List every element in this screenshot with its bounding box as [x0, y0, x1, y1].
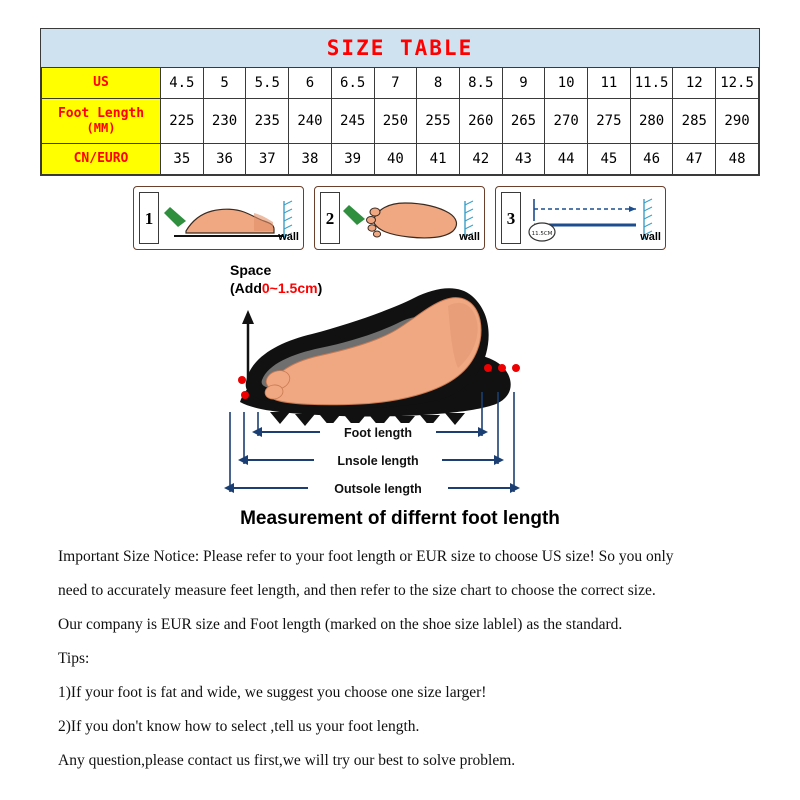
- space-range-text: 0~1.5cm: [261, 279, 318, 296]
- foot-shoe-svg: [200, 262, 600, 507]
- cell-foot-1: 230: [203, 99, 246, 144]
- notice-line-6: 2)If you don't know how to select ,tell us your foot length.: [58, 718, 420, 735]
- cell-us-9: 10: [545, 68, 588, 99]
- cell-foot-11: 280: [630, 99, 673, 144]
- cell-us-11: 11.5: [630, 68, 673, 99]
- svg-text:Outsole length: Outsole length: [334, 482, 422, 496]
- cell-cn-6: 41: [417, 144, 460, 175]
- step-2-wall-label: wall: [459, 231, 480, 243]
- cell-us-5: 7: [374, 68, 417, 99]
- cell-foot-6: 255: [417, 99, 460, 144]
- notice-line-2: need to accurately measure feet length, and then refer to the size chart to choose the correct size.: [58, 582, 656, 599]
- measure-steps: [133, 186, 667, 250]
- notice-line-7: Any question,please contact us first,we will try our best to solve problem.: [58, 752, 516, 769]
- cell-foot-3: 240: [289, 99, 332, 144]
- cell-us-8: 9: [502, 68, 545, 99]
- size-table: [41, 67, 759, 175]
- cell-cn-9: 44: [545, 144, 588, 175]
- cell-foot-8: 265: [502, 99, 545, 144]
- step-2-number: 2: [320, 192, 340, 244]
- space-close-text: ): [317, 279, 323, 296]
- cell-us-0: 4.5: [161, 68, 204, 99]
- cell-cn-7: 42: [459, 144, 502, 175]
- step-1-number: 1: [139, 192, 159, 244]
- space-annotation: [230, 262, 322, 297]
- cell-us-10: 11: [588, 68, 631, 99]
- cell-foot-13: 290: [716, 99, 759, 144]
- table-row-foot-length: [42, 99, 759, 144]
- cell-us-12: 12: [673, 68, 716, 99]
- step-panel-3: [495, 186, 666, 250]
- notice-line-3: Our company is EUR size and Foot length (marked on the shoe size lablel) as the standard.: [58, 616, 623, 633]
- cell-cn-11: 46: [630, 144, 673, 175]
- row-header-foot-length: [42, 99, 161, 144]
- diagram-caption: Measurement of differnt foot length: [240, 508, 560, 529]
- notice-line-4: Tips:: [58, 650, 90, 667]
- step-panel-2: [314, 186, 485, 250]
- cell-foot-0: 225: [161, 99, 204, 144]
- cell-us-4: 6.5: [331, 68, 374, 99]
- cell-foot-2: 235: [246, 99, 289, 144]
- cell-cn-10: 45: [588, 144, 631, 175]
- cell-us-6: 8: [417, 68, 460, 99]
- notice-line-5: 1)If your foot is fat and wide, we suggest you choose one size larger!: [58, 684, 487, 701]
- cell-us-7: 8.5: [459, 68, 502, 99]
- cell-us-2: 5.5: [246, 68, 289, 99]
- row-header-foot-length-main: Foot Length: [57, 105, 145, 121]
- svg-text:Foot length: Foot length: [343, 426, 413, 440]
- cell-cn-5: 40: [374, 144, 417, 175]
- cell-cn-12: 47: [673, 144, 716, 175]
- svg-text:Lnsole length: Lnsole length: [337, 454, 419, 468]
- row-header-cn-euro: CN/EURO: [42, 144, 161, 175]
- size-table-container: [40, 28, 760, 176]
- size-table-title: SIZE TABLE: [41, 29, 759, 67]
- table-row-us: [42, 68, 759, 99]
- cell-us-1: 5: [203, 68, 246, 99]
- space-label-text: Space: [230, 262, 272, 278]
- cell-foot-10: 275: [588, 99, 631, 144]
- cell-foot-5: 250: [374, 99, 417, 144]
- step-1-wall-label: wall: [278, 231, 299, 243]
- notice-line-1: Important Size Notice: Please refer to your foot length or EUR size to choose US size! So you only: [58, 548, 674, 565]
- cell-cn-4: 39: [331, 144, 374, 175]
- cell-foot-9: 270: [545, 99, 588, 144]
- row-header-foot-length-unit: (MM): [86, 120, 116, 135]
- space-add-text: (Add: [230, 279, 262, 296]
- size-notice: [58, 540, 758, 778]
- cell-us-13: 12.5: [716, 68, 759, 99]
- foot-measurement-diagram: [200, 262, 600, 507]
- table-row-cn-euro: [42, 144, 759, 175]
- cell-us-3: 6: [289, 68, 332, 99]
- step-3-number: 3: [501, 192, 521, 244]
- cell-cn-13: 48: [716, 144, 759, 175]
- cell-foot-4: 245: [331, 99, 374, 144]
- cell-cn-2: 37: [246, 144, 289, 175]
- step-3-wall-label: wall: [640, 231, 661, 243]
- svg-text:11.5CM: 11.5CM: [531, 231, 553, 237]
- cell-cn-0: 35: [161, 144, 204, 175]
- cell-foot-7: 260: [459, 99, 502, 144]
- cell-foot-12: 285: [673, 99, 716, 144]
- cell-cn-8: 43: [502, 144, 545, 175]
- step-panel-1: [133, 186, 304, 250]
- cell-cn-1: 36: [203, 144, 246, 175]
- cell-cn-3: 38: [289, 144, 332, 175]
- row-header-us: US: [42, 68, 161, 99]
